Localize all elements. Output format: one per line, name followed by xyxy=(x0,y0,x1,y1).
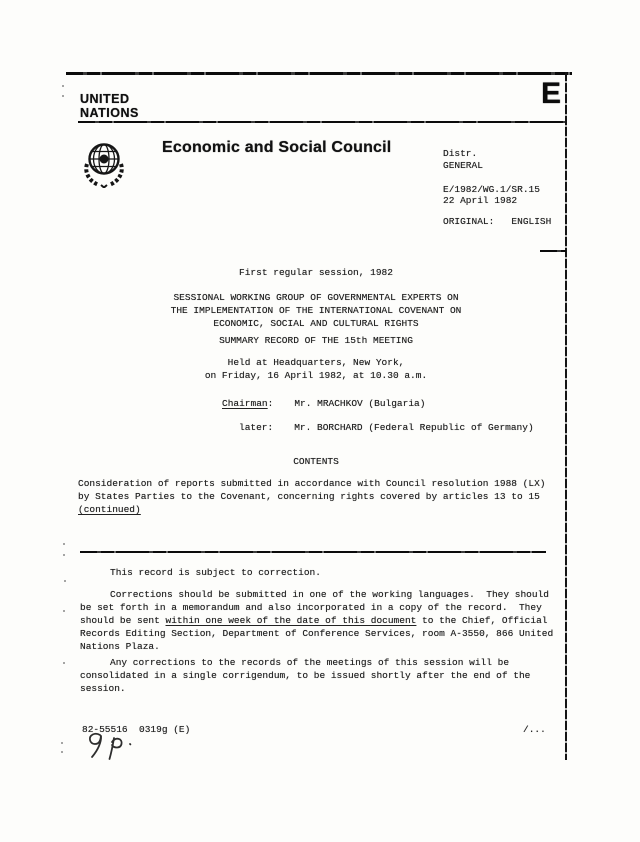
scan-speck xyxy=(62,95,64,97)
original-language: ORIGINAL: ENGLISH xyxy=(443,216,552,227)
contents-item-line2: by States Parties to the Covenant, concerning rights covered by articles 13 to 15 xyxy=(78,491,540,502)
record-title: SUMMARY RECORD OF THE 15th MEETING xyxy=(219,335,413,346)
chairman-colon: : xyxy=(267,398,274,409)
scan-speck xyxy=(63,554,65,556)
chairman-name: Mr. MRACHKOV (Bulgaria) xyxy=(294,398,426,409)
working-group-line1: SESSIONAL WORKING GROUP OF GOVERNMENTAL EXPERTS ON xyxy=(173,292,459,303)
scan-speck xyxy=(63,662,65,664)
masthead-rule xyxy=(78,121,566,123)
org-name-line1: UNITED xyxy=(80,92,130,106)
top-rule xyxy=(66,72,572,75)
scan-speck xyxy=(63,610,65,612)
contents-continued: (continued) xyxy=(78,504,141,515)
distr-label: Distr. xyxy=(443,148,478,159)
footnote-rule xyxy=(80,551,546,553)
working-group-line3: ECONOMIC, SOCIAL AND CULTURAL RIGHTS xyxy=(213,318,419,329)
scan-speck xyxy=(64,580,66,582)
distr-type: GENERAL xyxy=(443,160,483,171)
corrections-para-line3: should be sent within one week of the date of this document to the Chief, Official xyxy=(80,615,548,626)
chairman-label: Chairman xyxy=(222,398,268,409)
later-label: later: xyxy=(239,422,274,433)
job-number: 82-55516 0319g (E) xyxy=(82,724,191,735)
corrigendum-para-line2: consolidated in a single corrigendum, to be issued shortly after the end of the xyxy=(80,670,531,681)
org-name-line2: NATIONS xyxy=(80,106,139,120)
session-title: First regular session, 1982 xyxy=(239,267,393,278)
scan-speck xyxy=(62,85,64,87)
corrigendum-para-line1: Any corrections to the records of the meetings of this session will be xyxy=(110,657,510,668)
corrections-para-line1: Corrections should be submitted in one of the working languages. They should xyxy=(110,589,549,600)
scan-speck xyxy=(61,751,63,753)
council-title: Economic and Social Council xyxy=(162,139,392,156)
scan-speck xyxy=(61,742,63,744)
venue-line1: Held at Headquarters, New York, xyxy=(227,357,405,368)
working-group-line2: THE IMPLEMENTATION OF THE INTERNATIONAL COVENANT ON xyxy=(170,305,462,316)
contents-heading: CONTENTS xyxy=(293,456,339,467)
handwritten-annotation xyxy=(86,731,138,765)
right-scan-tick xyxy=(540,250,566,252)
right-margin-rule xyxy=(565,72,567,760)
document-series-letter: E xyxy=(541,77,562,110)
correction-note-line: This record is subject to correction. xyxy=(110,567,321,578)
un-emblem-icon xyxy=(80,138,128,188)
document-date: 22 April 1982 xyxy=(443,195,518,206)
later-chairman-name: Mr. BORCHARD (Federal Republic of Germany) xyxy=(294,422,534,433)
corrections-para-line4: Records Editing Section, Department of Conference Services, room A-3550, 866 United xyxy=(80,628,554,639)
document-symbol: E/1982/WG.1/SR.15 xyxy=(443,184,540,195)
corrections-para-line2: be set forth in a memorandum and also incorporated in a copy of the record. They xyxy=(80,602,542,613)
corrigendum-para-line3: session. xyxy=(80,683,126,694)
later-chairman-line xyxy=(239,421,534,434)
chairman-line xyxy=(222,397,425,410)
continuation-mark: /... xyxy=(523,724,546,735)
scan-speck xyxy=(63,543,65,545)
corrections-para-line5: Nations Plaza. xyxy=(80,641,160,652)
deadline-underlined-text: within one week of the date of this document xyxy=(165,615,417,626)
contents-item-line1: Consideration of reports submitted in accordance with Council resolution 1988 (LX) xyxy=(78,478,546,489)
venue-line2: on Friday, 16 April 1982, at 10.30 a.m. xyxy=(204,370,428,381)
